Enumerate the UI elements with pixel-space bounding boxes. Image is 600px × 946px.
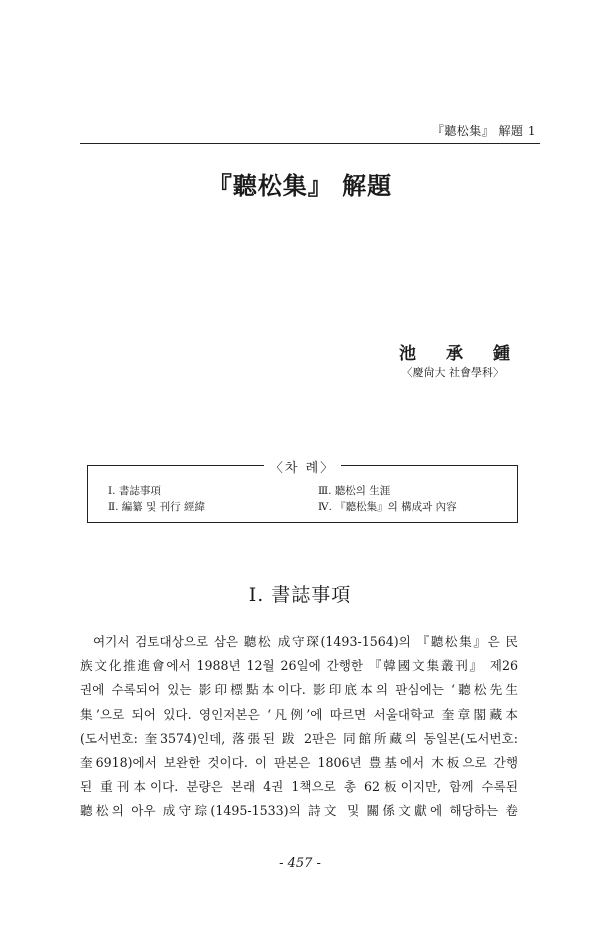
toc-item: Ⅲ. 聽松의 生涯 (318, 485, 391, 497)
toc-item: Ⅱ. 編纂 및 刊行 經緯 (108, 501, 205, 513)
section-heading: Ⅰ. 書誌事項 (248, 584, 352, 606)
body-line: 여기서 검토대상으로 삼은 聽松 成守琛(1493-1564)의 『聽松集』은 民 (93, 634, 518, 649)
toc-item: Ⅰ. 書誌事項 (108, 485, 161, 497)
running-head: 『聽松集』 解題 1 (431, 124, 536, 138)
toc-heading (88, 457, 517, 476)
body-line: 族文化推進會에서 1988년 12월 26일에 간행한 『韓國文集叢刊』 제26 (80, 658, 518, 674)
page-number: - 457 - (279, 856, 321, 871)
article-title: 『聽松集』 解題 (207, 171, 393, 200)
body-line: 奎6918)에서 보완한 것이다. 이 판본은 1806년 豊基에서 木板으로 간행 (80, 754, 518, 770)
body-paragraph (80, 630, 518, 824)
author-name-char: 鍾 (493, 344, 510, 364)
body-line: (도서번호: 奎3574)인데, 落張된 跋 2판은 同館所藏의 동일본(도서번호: (80, 730, 518, 746)
body-line: 集’으로 되어 있다. 영인저본은 ‘凡例’에 따르면 서울대학교 奎章閣藏本 (80, 706, 518, 722)
author-name (399, 339, 510, 364)
table-of-contents (87, 461, 518, 523)
toc-heading-text: 〈차 례〉 (264, 461, 341, 476)
body-line: 권에 수록되어 있는 影印標點本이다. 影印底本의 판심에는 ‘聽松先生 (80, 682, 518, 698)
author-name-char: 承 (446, 344, 463, 364)
body-line: 된 重刊本이다. 분량은 본래 4권 1책으로 총 62板이지만, 함께 수록된 (80, 779, 518, 795)
header-rule (80, 143, 540, 144)
author-name-char: 池 (399, 344, 416, 364)
author-affiliation: 〈慶尙大 社會學科〉 (401, 366, 504, 379)
body-line: 聽松의 아우 成守琮(1495-1533)의 詩文 및 關係文獻에 해당하는 卷 (80, 803, 518, 819)
toc-item: Ⅳ. 『聽松集』의 構成과 內容 (318, 501, 457, 513)
